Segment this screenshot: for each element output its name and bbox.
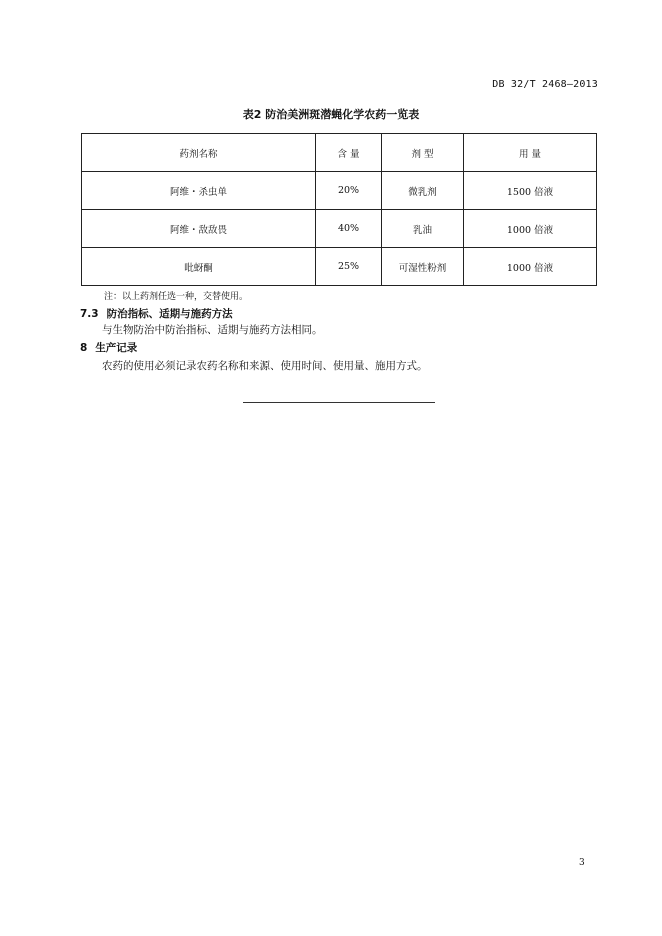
table-caption: 表2 防治美洲斑潜蝇化学农药一览表: [242, 108, 420, 121]
section-number: 8: [80, 342, 88, 354]
cell-formulation: 乳油: [382, 210, 464, 248]
cell-formulation: 可湿性粉剂: [382, 248, 464, 286]
pesticide-table: [81, 133, 597, 286]
document-code: DB 32/T 2468—2013: [492, 79, 598, 90]
cell-dosage: 1500 倍液: [464, 172, 597, 210]
section-title: 防治指标、适期与施药方法: [106, 308, 233, 320]
section-8-heading: [80, 340, 137, 355]
cell-content: 25%: [316, 248, 382, 286]
cell-name: 阿维・杀虫单: [82, 172, 316, 210]
column-header-dosage: 用 量: [464, 134, 597, 172]
section-number: 7.3: [80, 308, 99, 320]
column-header-name: 药剂名称: [82, 134, 316, 172]
cell-content: 20%: [316, 172, 382, 210]
table-row: [82, 172, 597, 210]
cell-name: 吡蚜酮: [82, 248, 316, 286]
column-header-content: 含 量: [316, 134, 382, 172]
section-title: 生产记录: [95, 342, 138, 354]
table-row: [82, 248, 597, 286]
table-row: [82, 210, 597, 248]
cell-formulation: 微乳剂: [382, 172, 464, 210]
page-number: 3: [579, 858, 585, 868]
column-header-formulation: 剂 型: [382, 134, 464, 172]
section-7-3-heading: [80, 306, 233, 321]
cell-content: 40%: [316, 210, 382, 248]
cell-name: 阿维・敌敌畏: [82, 210, 316, 248]
cell-dosage: 1000 倍液: [464, 248, 597, 286]
section-7-3-text: 与生物防治中防治指标、适期与施药方法相同。: [102, 324, 323, 336]
section-8-text: 农药的使用必须记录农药名称和来源、使用时间、使用量、施用方式。: [102, 360, 428, 372]
cell-dosage: 1000 倍液: [464, 210, 597, 248]
table-header-row: [82, 134, 597, 172]
table-note: 注：以上药剂任选一种，交替使用。: [104, 292, 249, 302]
end-divider: [243, 402, 435, 403]
